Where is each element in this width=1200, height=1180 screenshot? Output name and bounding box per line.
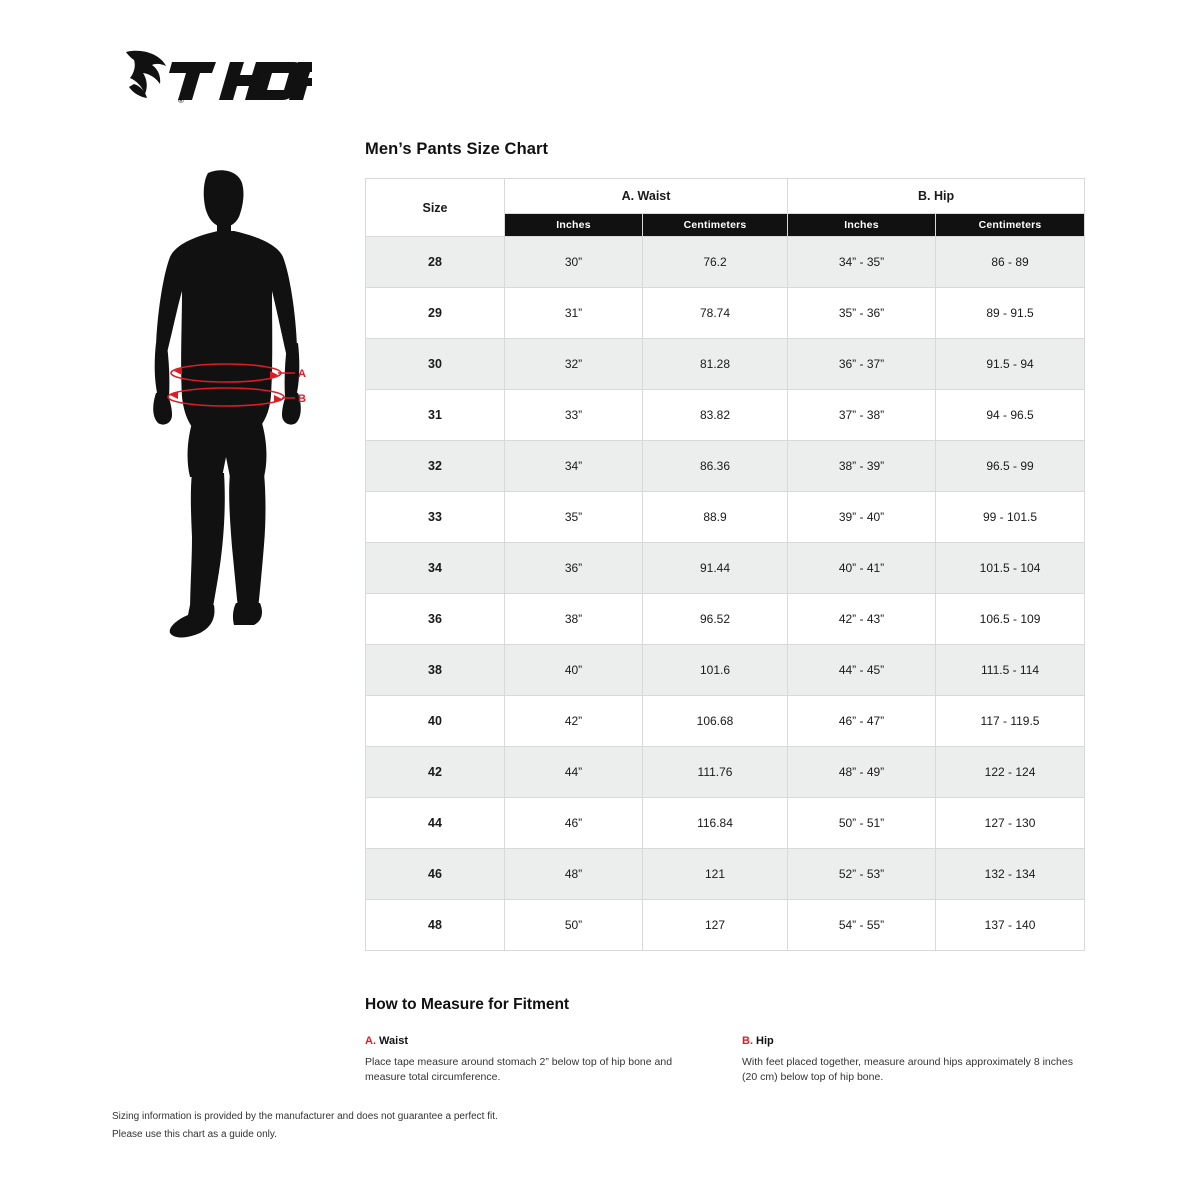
cell-waist-centimeters: 96.52 — [643, 594, 788, 645]
table-row — [366, 849, 1085, 900]
cell-waist-inches: 42” — [505, 696, 643, 747]
table-row — [366, 747, 1085, 798]
cell-size: 33 — [366, 492, 505, 543]
size-chart-table — [365, 178, 1085, 951]
cell-hip-centimeters: 117 - 119.5 — [936, 696, 1085, 747]
table-row — [366, 492, 1085, 543]
cell-waist-inches: 36” — [505, 543, 643, 594]
cell-waist-inches: 50” — [505, 900, 643, 951]
cell-size: 46 — [366, 849, 505, 900]
table-row — [366, 441, 1085, 492]
cell-hip-inches: 48” - 49” — [788, 747, 936, 798]
hip-mark: B. — [742, 1035, 753, 1047]
cell-hip-centimeters: 94 - 96.5 — [936, 390, 1085, 441]
cell-hip-centimeters: 96.5 - 99 — [936, 441, 1085, 492]
cell-hip-inches: 52” - 53” — [788, 849, 936, 900]
header-hip-centimeters: Centimeters — [936, 214, 1085, 237]
header-hip-inches: Inches — [788, 214, 936, 237]
cell-hip-inches: 34” - 35” — [788, 237, 936, 288]
cell-hip-inches: 42” - 43” — [788, 594, 936, 645]
cell-hip-inches: 37” - 38” — [788, 390, 936, 441]
cell-size: 31 — [366, 390, 505, 441]
cell-size: 32 — [366, 441, 505, 492]
cell-hip-inches: 46” - 47” — [788, 696, 936, 747]
cell-waist-inches: 48” — [505, 849, 643, 900]
header-group-hip: B. Hip — [788, 179, 1085, 214]
cell-hip-inches: 54” - 55” — [788, 900, 936, 951]
header-group-waist: A. Waist — [505, 179, 788, 214]
cell-size: 28 — [366, 237, 505, 288]
table-row — [366, 696, 1085, 747]
cell-size: 29 — [366, 288, 505, 339]
table-head — [366, 179, 1085, 237]
cell-waist-inches: 44” — [505, 747, 643, 798]
cell-waist-centimeters: 121 — [643, 849, 788, 900]
cell-waist-inches: 34” — [505, 441, 643, 492]
cell-waist-centimeters: 86.36 — [643, 441, 788, 492]
cell-hip-inches: 35” - 36” — [788, 288, 936, 339]
table-row — [366, 645, 1085, 696]
how-to-measure-waist — [365, 1033, 710, 1086]
how-to-measure-hip-heading — [742, 1033, 1087, 1050]
cell-hip-inches: 38” - 39” — [788, 441, 936, 492]
table-row — [366, 288, 1085, 339]
cell-hip-inches: 44” - 45” — [788, 645, 936, 696]
cell-waist-centimeters: 78.74 — [643, 288, 788, 339]
cell-waist-inches: 35” — [505, 492, 643, 543]
cell-hip-centimeters: 127 - 130 — [936, 798, 1085, 849]
cell-hip-inches: 39” - 40” — [788, 492, 936, 543]
cell-hip-inches: 36” - 37” — [788, 339, 936, 390]
cell-waist-inches: 30” — [505, 237, 643, 288]
cell-hip-centimeters: 86 - 89 — [936, 237, 1085, 288]
cell-hip-centimeters: 89 - 91.5 — [936, 288, 1085, 339]
cell-hip-centimeters: 132 - 134 — [936, 849, 1085, 900]
waist-name: Waist — [376, 1035, 408, 1047]
cell-waist-inches: 32” — [505, 339, 643, 390]
cell-waist-inches: 33” — [505, 390, 643, 441]
hip-name: Hip — [753, 1035, 774, 1047]
cell-hip-centimeters: 122 - 124 — [936, 747, 1085, 798]
cell-size: 36 — [366, 594, 505, 645]
table-body — [366, 237, 1085, 951]
table-row — [366, 237, 1085, 288]
how-to-measure-waist-heading — [365, 1033, 710, 1050]
table-row — [366, 543, 1085, 594]
cell-hip-centimeters: 106.5 - 109 — [936, 594, 1085, 645]
cell-hip-centimeters: 91.5 - 94 — [936, 339, 1085, 390]
table-row — [366, 390, 1085, 441]
figure-label-a: A — [298, 368, 306, 380]
cell-waist-centimeters: 111.76 — [643, 747, 788, 798]
cell-waist-centimeters: 106.68 — [643, 696, 788, 747]
cell-hip-inches: 50” - 51” — [788, 798, 936, 849]
cell-waist-centimeters: 81.28 — [643, 339, 788, 390]
table-header-group-row — [366, 179, 1085, 214]
table-row — [366, 339, 1085, 390]
body-measurement-figure — [130, 165, 330, 655]
cell-size: 48 — [366, 900, 505, 951]
registered-mark: ® — [178, 96, 184, 105]
cell-hip-centimeters: 137 - 140 — [936, 900, 1085, 951]
header-waist-inches: Inches — [505, 214, 643, 237]
thor-logo — [112, 46, 312, 110]
cell-waist-inches: 40” — [505, 645, 643, 696]
cell-waist-centimeters: 116.84 — [643, 798, 788, 849]
cell-hip-centimeters: 101.5 - 104 — [936, 543, 1085, 594]
table-row — [366, 900, 1085, 951]
how-to-measure-title: How to Measure for Fitment — [365, 996, 570, 1013]
how-to-measure-waist-text: Place tape measure around stomach 2” below top of hip bone and measure total circumference. — [365, 1055, 673, 1084]
page-title: Men’s Pants Size Chart — [365, 140, 549, 158]
disclaimer-line-2: Please use this chart as a guide only. — [112, 1128, 277, 1140]
cell-waist-centimeters: 127 — [643, 900, 788, 951]
header-size: Size — [366, 179, 505, 237]
cell-waist-inches: 46” — [505, 798, 643, 849]
cell-size: 30 — [366, 339, 505, 390]
header-waist-centimeters: Centimeters — [643, 214, 788, 237]
table-row — [366, 594, 1085, 645]
cell-size: 34 — [366, 543, 505, 594]
disclaimer — [112, 1108, 498, 1143]
cell-size: 40 — [366, 696, 505, 747]
cell-hip-inches: 40” - 41” — [788, 543, 936, 594]
disclaimer-line-1: Sizing information is provided by the manufacturer and does not guarantee a perfect fit. — [112, 1111, 498, 1122]
cell-waist-centimeters: 83.82 — [643, 390, 788, 441]
cell-size: 38 — [366, 645, 505, 696]
cell-waist-centimeters: 101.6 — [643, 645, 788, 696]
cell-waist-centimeters: 91.44 — [643, 543, 788, 594]
cell-waist-centimeters: 88.9 — [643, 492, 788, 543]
cell-waist-centimeters: 76.2 — [643, 237, 788, 288]
cell-size: 44 — [366, 798, 505, 849]
cell-size: 42 — [366, 747, 505, 798]
waist-mark: A. — [365, 1035, 376, 1047]
cell-waist-inches: 38” — [505, 594, 643, 645]
cell-hip-centimeters: 99 - 101.5 — [936, 492, 1085, 543]
how-to-measure-hip — [742, 1033, 1087, 1086]
cell-waist-inches: 31” — [505, 288, 643, 339]
how-to-measure-hip-text: With feet placed together, measure around hips approximately 8 inches (20 cm) below top of hip bone. — [742, 1055, 1073, 1084]
male-silhouette — [153, 170, 301, 637]
table-row — [366, 798, 1085, 849]
figure-label-b: B — [298, 393, 306, 405]
cell-hip-centimeters: 111.5 - 114 — [936, 645, 1085, 696]
